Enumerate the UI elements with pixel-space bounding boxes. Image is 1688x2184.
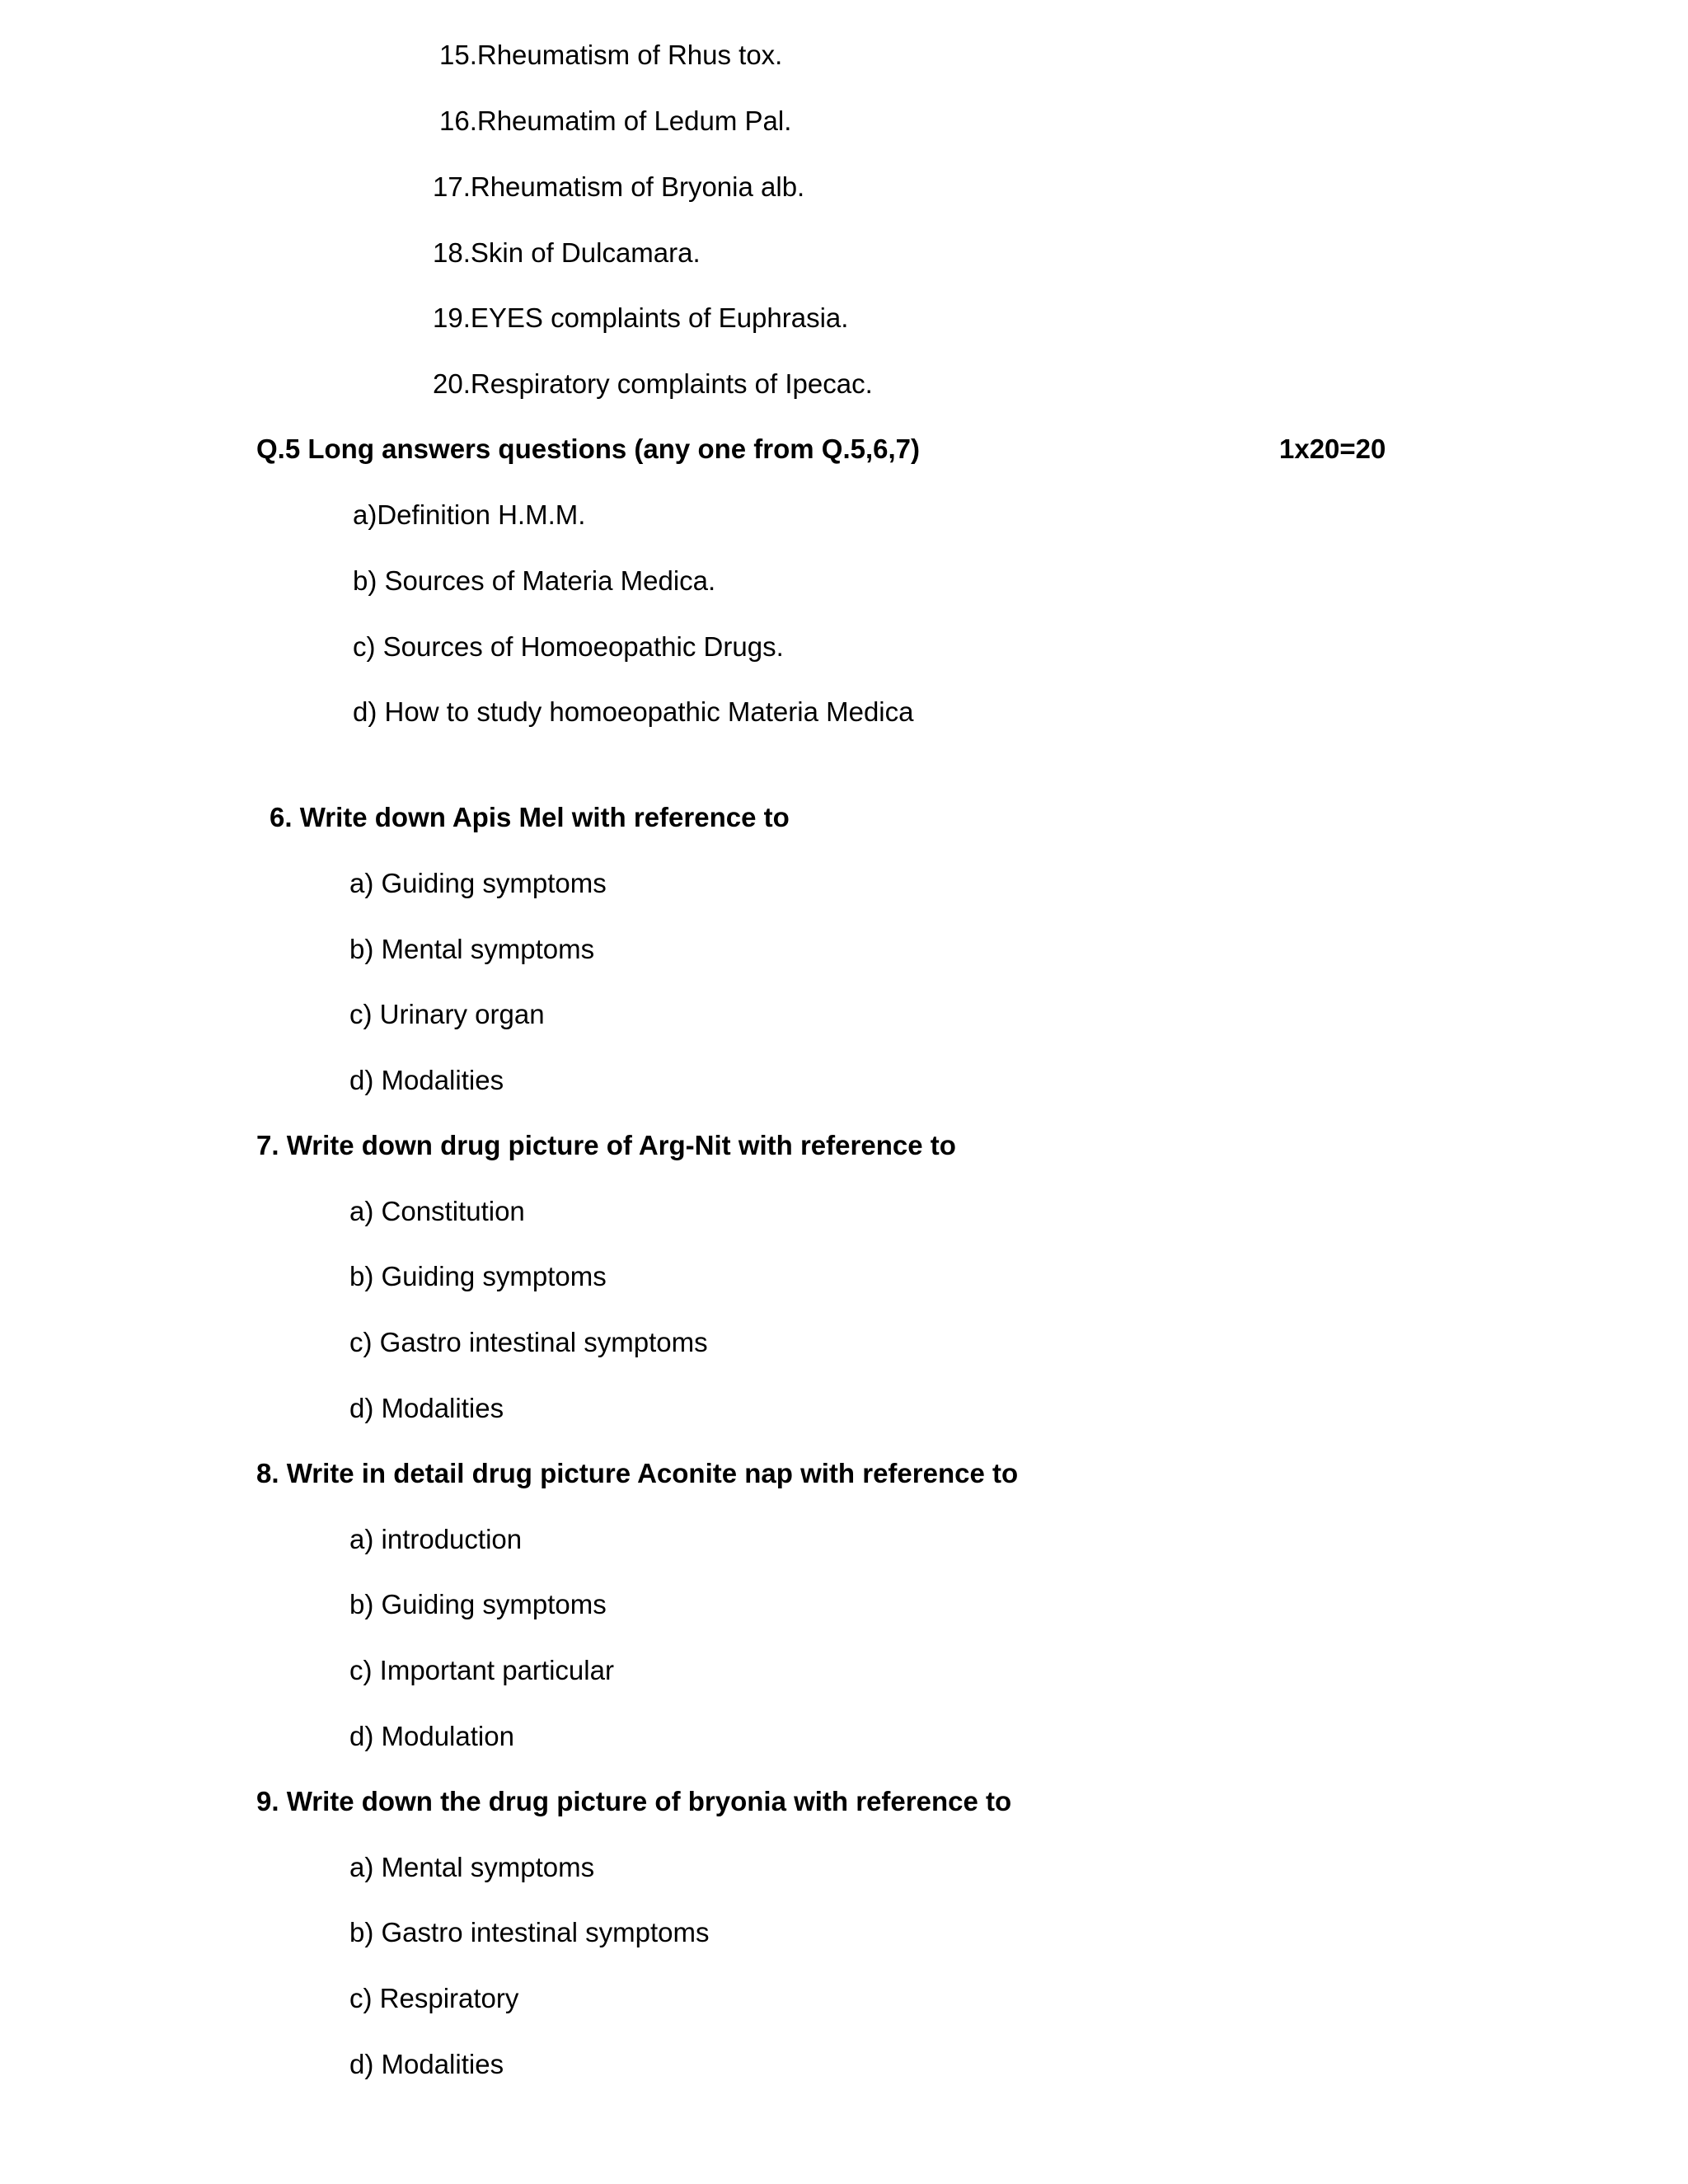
q6-item-b: b) Mental symptoms [349,934,595,964]
list-item-15: 15.Rheumatism of Rhus tox. [439,40,783,70]
q9-item-a: a) Mental symptoms [349,1852,595,1882]
q8-item-c: c) Important particular [349,1655,614,1685]
list-item-19: 19.EYES complaints of Euphrasia. [433,302,849,333]
q6-item-d: d) Modalities [349,1065,504,1095]
list-item-18: 18.Skin of Dulcamara. [433,237,701,268]
q9-item-b: b) Gastro intestinal symptoms [349,1917,710,1947]
q5-marks: 1x20=20 [1279,434,1386,464]
q6-item-c: c) Urinary organ [349,999,545,1029]
q8-heading: 8. Write in detail drug picture Aconite nap with reference to [256,1458,1019,1488]
q5-item-b: b) Sources of Materia Medica. [353,565,716,596]
q6-item-a: a) Guiding symptoms [349,868,607,898]
q7-heading: 7. Write down drug picture of Arg-Nit with reference to [256,1130,956,1160]
q6-heading: 6. Write down Apis Mel with reference to [270,802,790,832]
q7-item-b: b) Guiding symptoms [349,1261,607,1291]
q5-heading: Q.5 Long answers questions (any one from Q.5,6,7) [256,434,921,464]
list-item-16: 16.Rheumatim of Ledum Pal. [439,105,792,136]
q5-item-d: d) How to study homoeopathic Materia Medica [353,696,914,727]
q7-item-a: a) Constitution [349,1196,525,1226]
q7-item-c: c) Gastro intestinal symptoms [349,1327,708,1357]
q8-item-b: b) Guiding symptoms [349,1589,607,1619]
q5-item-c: c) Sources of Homoeopathic Drugs. [353,631,784,662]
q9-heading: 9. Write down the drug picture of bryonia with reference to [256,1786,1012,1816]
q8-item-d: d) Modulation [349,1721,514,1751]
q9-item-c: c) Respiratory [349,1983,519,2013]
q8-item-a: a) introduction [349,1524,523,1554]
q7-item-d: d) Modalities [349,1393,504,1423]
list-item-20: 20.Respiratory complaints of Ipecac. [433,368,873,399]
q9-item-d: d) Modalities [349,2049,504,2079]
q5-item-a: a)Definition H.M.M. [353,499,586,530]
list-item-17: 17.Rheumatism of Bryonia alb. [433,171,805,202]
